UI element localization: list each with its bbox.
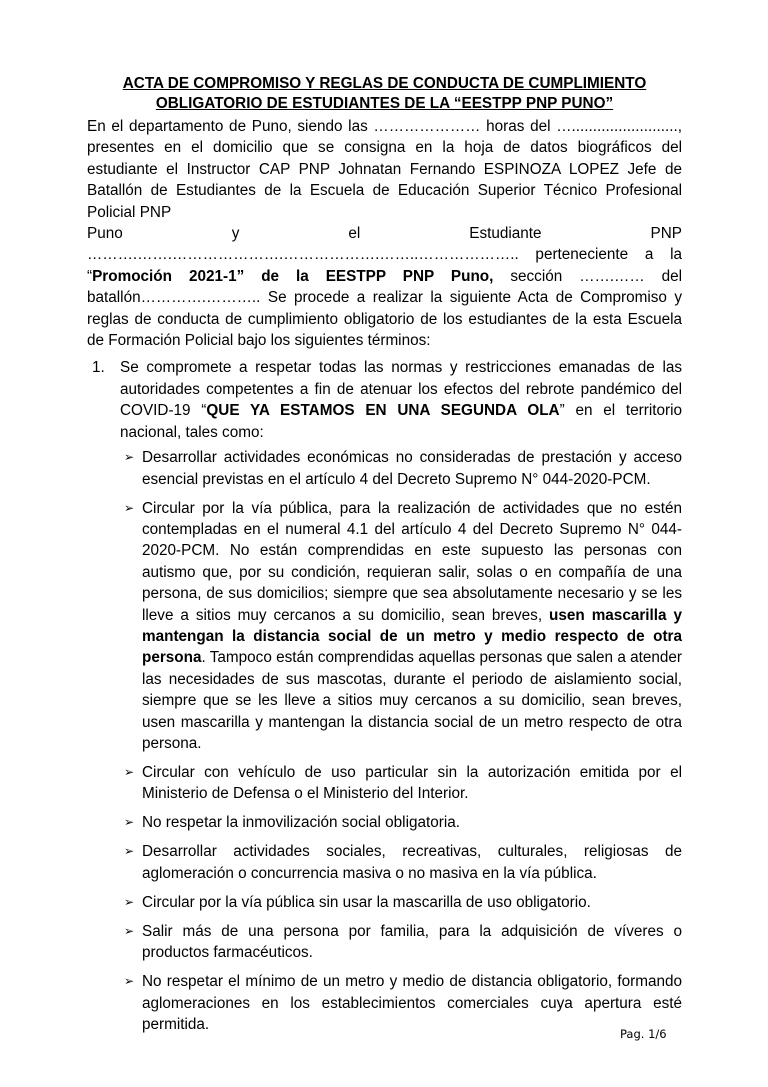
arrow-bullet-icon: ➢ [124,844,135,859]
intro-seccion-text: sección …….…… del [493,267,683,285]
arrow-bullet-icon: ➢ [124,974,135,989]
list-item-text-bold: usen mascarilla y mantengan la distancia social de un metro y medio respecto de otra persona [142,606,682,667]
list-item-text: Salir más de una persona por familia, para la adquisición de víveres o productos farmacéuticos. [142,922,682,962]
arrow-bullet-icon: ➢ [124,500,135,515]
list-item-text: Circular por la vía pública sin usar la mascarilla de uso obligatorio. [142,893,591,911]
list-item [120,971,682,1035]
list-item [120,921,682,964]
list-item-text-a: Circular por la vía pública, para la realización de actividades que no estén contempladas en el numeral 4.1 del artículo 4 del Decreto Supremo N° 044-2020-PCM. No están comprendidas en este supuesto las personas con autismo que, por su condición, requieran salir, solas o en compañía de una persona, de sus domicilios; siempre que sea absolutamente necesario y se les lleve a sitios muy cercanos a su domicilio, sean breves, [142,499,682,624]
arrow-bullet-icon: ➢ [124,450,135,465]
intro-text-1: En el departamento de Puno, siendo las ………………… horas del …........................., presentes en el domicilio que se consigna en la hoja de datos biográficos del estudiante el Instructor CAP PNP Johnatan Fernando ESPINOZA LOPEZ Jefe de Batallón de Estudiantes de la Escuela de Educación Superior Técnico Profesional Policial PNP [87,118,682,221]
list-item [120,892,682,913]
list-item-text: No respetar la inmovilización social obligatoria. [142,814,460,832]
title-line-2: OBLIGATORIO DE ESTUDIANTES DE LA “EESTPP PNP PUNO” [155,95,614,112]
item-1-text-bold: QUE YA ESTAMOS EN UNA SEGUNDA OLA [206,402,560,420]
list-item [120,447,682,490]
restriction-list [120,447,682,1035]
intro-line-dots: ……….…….………………….……………….……..……………….. perteneciente a la [87,246,682,264]
item-1-text-a: Se compromete a respetar todas las normas y restricciones emanadas de las autoridades competentes a fin de atenuar los efectos del rebrote pandémico del COVID-19 “ [120,359,682,420]
title-line-1: ACTA DE COMPROMISO Y REGLAS DE CONDUCTA DE CUMPLIMIENTO [122,75,647,92]
list-item [120,812,682,833]
intro-text-5: batallón………….……….. Se procede a realizar la siguiente Acta de Compromiso y reglas de conducta de cumplimiento obligatorio de los estudiantes de la esta Escuela de Formación Policial bajo los siguientes términos: [87,289,682,350]
arrow-bullet-icon: ➢ [124,894,135,909]
intro-line-promocion [87,266,682,287]
intro-open-quote: “ [87,267,93,285]
list-item [120,841,682,884]
document-title [87,74,682,114]
list-item-text [142,498,682,755]
arrow-bullet-icon: ➢ [124,923,135,938]
list-item-text: Circular con vehículo de uso particular sin la autorización emitida por el Ministerio de Defensa o el Ministerio del Interior. [142,763,682,803]
document-body [87,74,682,1043]
arrow-bullet-icon: ➢ [124,764,135,779]
intro-paragraph [87,116,682,351]
intro-promocion-bold: Promoción 2021-1” de la EESTPP PNP Puno, [92,267,494,285]
list-item-text: Desarrollar actividades económicas no consideradas de prestación y acceso esencial previstas en el artículo 4 del Decreto Supremo N° 044-2020-PCM. [142,449,682,488]
numbered-item-1 [87,357,682,443]
arrow-bullet-icon: ➢ [124,815,135,830]
list-item [120,498,682,755]
list-item [120,762,682,805]
page-number: Pag. 1/6 [620,1027,667,1041]
intro-line-puno: Puno y el Estudiante PNP [87,225,682,243]
list-item-text: No respetar el mínimo de un metro y medio de distancia obligatorio, formando aglomeraciones en los establecimientos comerciales cuya apertura esté permitida. [142,973,682,1033]
list-item-text: Desarrollar actividades sociales, recreativas, culturales, religiosas de aglomeración o concurrencia masiva o no masiva en la vía pública. [142,843,682,882]
item-1-text-b: ” en el territorio nacional, tales como: [120,402,682,441]
list-item-text-b: . Tampoco están comprendidas aquellas personas que salen a atender las necesidades de sus mascotas, durante el periodo de aislamiento social, siempre que se les lleve a sitios muy cercanos a su domicilio, sean breves, usen mascarilla y mantengan la distancia social de un metro respecto de otra persona. [142,649,682,752]
item-1-text [120,357,682,443]
item-number: 1. [92,359,105,377]
